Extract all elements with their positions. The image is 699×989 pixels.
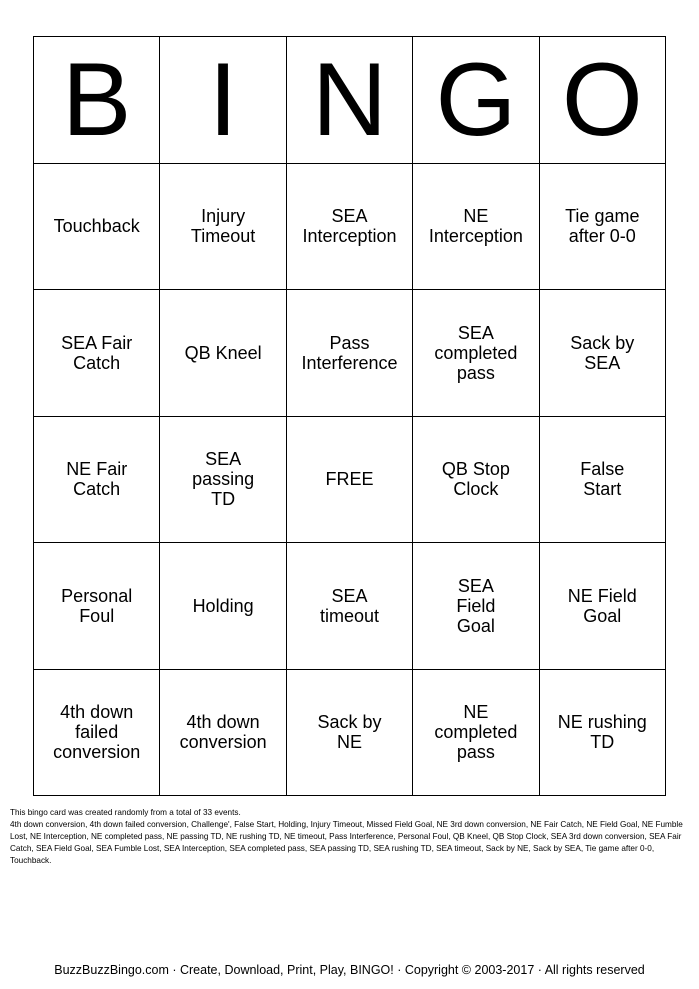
bingo-square (287, 670, 413, 797)
bingo-square (540, 417, 666, 544)
bingo-square (34, 417, 160, 544)
bingo-square (540, 543, 666, 670)
square-label: SEA timeout (319, 585, 379, 626)
bingo-square (413, 670, 539, 797)
bingo-square (34, 290, 160, 417)
header-letter-o (540, 37, 666, 164)
square-label: NE completed pass (434, 702, 518, 763)
bingo-square (413, 417, 539, 544)
square-label: QB Kneel (184, 342, 262, 363)
bingo-square (540, 290, 666, 417)
square-label: Sack by SEA (570, 332, 635, 373)
bingo-square (287, 164, 413, 291)
bingo-square (160, 543, 286, 670)
square-label: NE Interception (428, 206, 523, 247)
square-label: 4th down failed conversion (53, 702, 141, 763)
square-label: 4th down conversion (179, 712, 267, 753)
header-letter: N (311, 41, 388, 158)
square-label: Pass Interference (301, 332, 398, 373)
header-letter: O (561, 41, 643, 158)
bingo-square (34, 543, 160, 670)
bingo-square (287, 290, 413, 417)
square-label: SEA Interception (302, 206, 397, 247)
square-label: Holding (192, 595, 254, 616)
bingo-square (413, 164, 539, 291)
card-note (10, 807, 690, 867)
site-footer: BuzzBuzzBingo.com · Create, Download, Print, Play, BINGO! · Copyright © 2003-2017 · All rights reserved (54, 963, 645, 977)
bingo-square (160, 417, 286, 544)
bingo-square (34, 670, 160, 797)
square-label: FREE (325, 469, 374, 490)
note-intro: This bingo card was created randomly from a total of 33 events. (10, 808, 241, 817)
note-events-list: 4th down conversion, 4th down failed conversion, Challenge', False Start, Holding, Injury Timeout, Missed Field Goal, NE 3rd down conversion, NE Fair Catch, NE Field Goal, NE Fumble Lost, NE Interception, NE completed pass, NE passing TD, NE rushing TD, NE timeout, Pass Interference, Personal Foul, QB Kneel, QB Stop Clock, SEA 3rd down conversion, SEA Fair Catch, SEA Field Goal, SEA Fumble Lost, SEA Interception, SEA completed pass, SEA passing TD, SEA rushing TD, SEA timeout, Sack by NE, Sack by SEA, Tie game after 0-0, Touchback. (10, 820, 683, 865)
bingo-square (413, 543, 539, 670)
square-label: Tie game after 0-0 (565, 206, 640, 247)
header-letter: I (208, 41, 238, 158)
free-square (287, 417, 413, 544)
square-label: Injury Timeout (190, 206, 256, 247)
bingo-square (160, 290, 286, 417)
square-label: Touchback (53, 216, 140, 237)
bingo-card (33, 36, 666, 796)
header-letter: G (435, 41, 517, 158)
square-label: False Start (580, 459, 625, 500)
bingo-square (287, 543, 413, 670)
bingo-square (540, 164, 666, 291)
header-letter-g (413, 37, 539, 164)
square-label: Sack by NE (317, 712, 382, 753)
bingo-square (160, 164, 286, 291)
header-letter: B (62, 41, 132, 158)
square-label: NE rushing TD (557, 712, 647, 753)
header-letter-b (34, 37, 160, 164)
square-label: Personal Foul (61, 585, 133, 626)
bingo-square (34, 164, 160, 291)
bingo-square (413, 290, 539, 417)
bingo-square (540, 670, 666, 797)
square-label: QB Stop Clock (441, 459, 510, 500)
square-label: SEA Field Goal (456, 575, 496, 636)
bingo-square (160, 670, 286, 797)
square-label: NE Field Goal (567, 585, 637, 626)
square-label: SEA completed pass (434, 322, 518, 383)
header-letter-i (160, 37, 286, 164)
square-label: NE Fair Catch (66, 459, 128, 500)
square-label: SEA passing TD (192, 449, 255, 510)
header-letter-n (287, 37, 413, 164)
square-label: SEA Fair Catch (61, 332, 133, 373)
